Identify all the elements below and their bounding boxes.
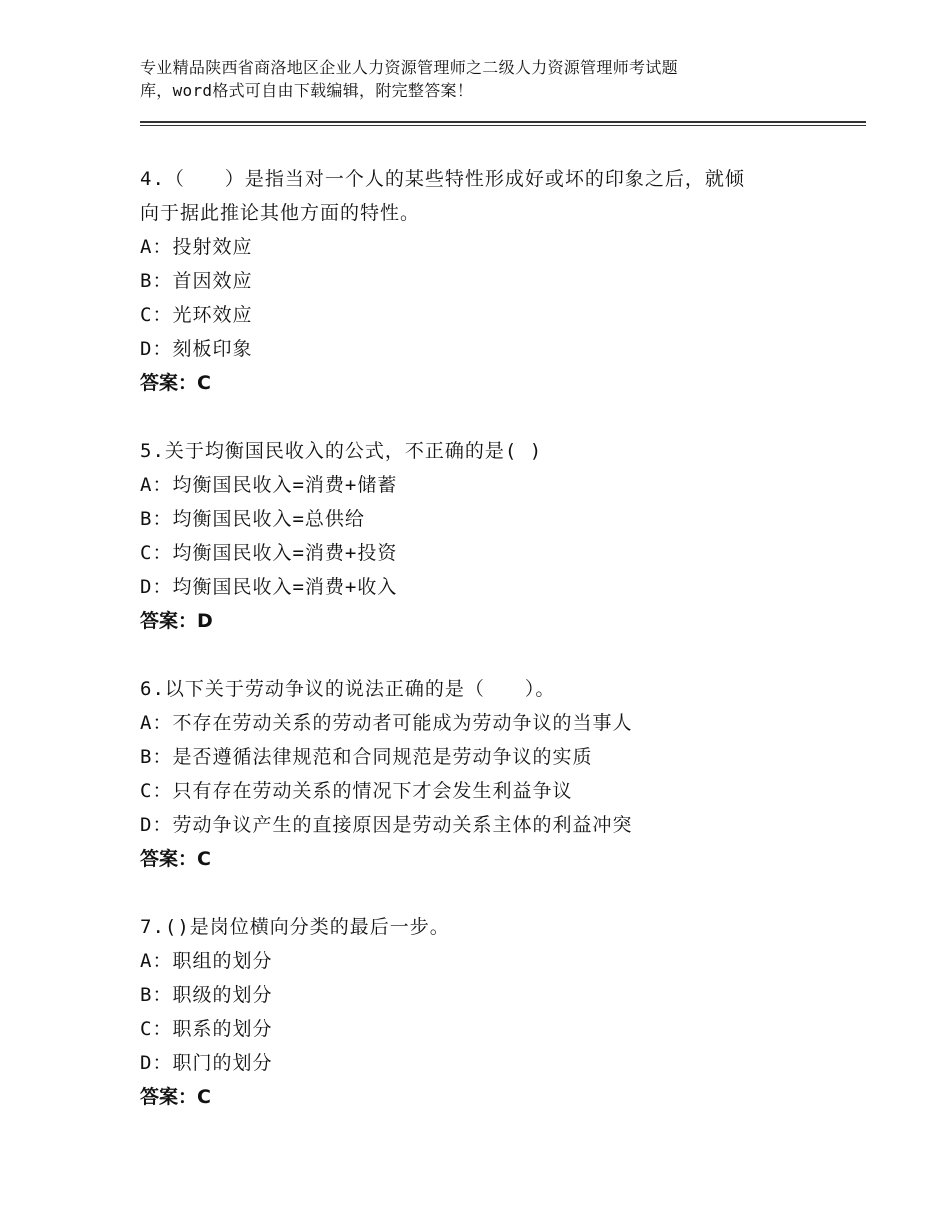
stem-line: 5.关于均衡国民收入的公式，不正确的是( ) <box>140 440 543 462</box>
question-stem <box>140 910 840 944</box>
option-a: A：不存在劳动关系的劳动者可能成为劳动争议的当事人 <box>140 712 633 734</box>
question-stem <box>140 162 840 230</box>
option-c: C：光环效应 <box>140 304 253 326</box>
stem-line: 7.()是岗位横向分类的最后一步。 <box>140 916 450 938</box>
stem-line: 6.以下关于劳动争议的说法正确的是（ ）。 <box>140 678 556 700</box>
question-4 <box>140 162 840 400</box>
question-7 <box>140 910 840 1114</box>
question-6 <box>140 672 840 876</box>
header-line-1: 专业精品陕西省商洛地区企业人力资源管理师之二级人力资源管理师考试题 <box>140 58 678 77</box>
question-list <box>140 162 840 1148</box>
question-stem <box>140 672 840 706</box>
header-line-2: 库，word格式可自由下载编辑，附完整答案！ <box>140 81 474 100</box>
question-stem <box>140 434 840 468</box>
option-d: D：劳动争议产生的直接原因是劳动关系主体的利益冲突 <box>140 814 633 836</box>
header-divider-thick <box>140 121 866 123</box>
option-a: A：投射效应 <box>140 236 253 258</box>
answer-label: 答案：C <box>140 372 211 394</box>
option-d: D：刻板印象 <box>140 338 253 360</box>
question-5 <box>140 434 840 638</box>
option-b: B：职级的划分 <box>140 984 273 1006</box>
stem-line: 4.（ ）是指当对一个人的某些特性形成好或坏的印象之后，就倾 <box>140 168 745 190</box>
option-b: B：是否遵循法律规范和合同规范是劳动争议的实质 <box>140 746 593 768</box>
option-c: C：职系的划分 <box>140 1018 273 1040</box>
option-b: B：首因效应 <box>140 270 253 292</box>
option-b: B：均衡国民收入=总供给 <box>140 508 365 530</box>
option-a: A：职组的划分 <box>140 950 273 972</box>
option-d: D：均衡国民收入=消费+收入 <box>140 576 398 598</box>
option-a: A：均衡国民收入=消费+储蓄 <box>140 474 398 496</box>
option-c: C：均衡国民收入=消费+投资 <box>140 542 398 564</box>
stem-line: 向于据此推论其他方面的特性。 <box>140 202 421 224</box>
option-d: D：职门的划分 <box>140 1052 273 1074</box>
option-c: C：只有存在劳动关系的情况下才会发生利益争议 <box>140 780 573 802</box>
answer-label: 答案：D <box>140 610 213 632</box>
answer-label: 答案：C <box>140 848 211 870</box>
document-header <box>140 56 820 102</box>
header-divider-thin <box>140 125 866 126</box>
answer-label: 答案：C <box>140 1086 211 1108</box>
